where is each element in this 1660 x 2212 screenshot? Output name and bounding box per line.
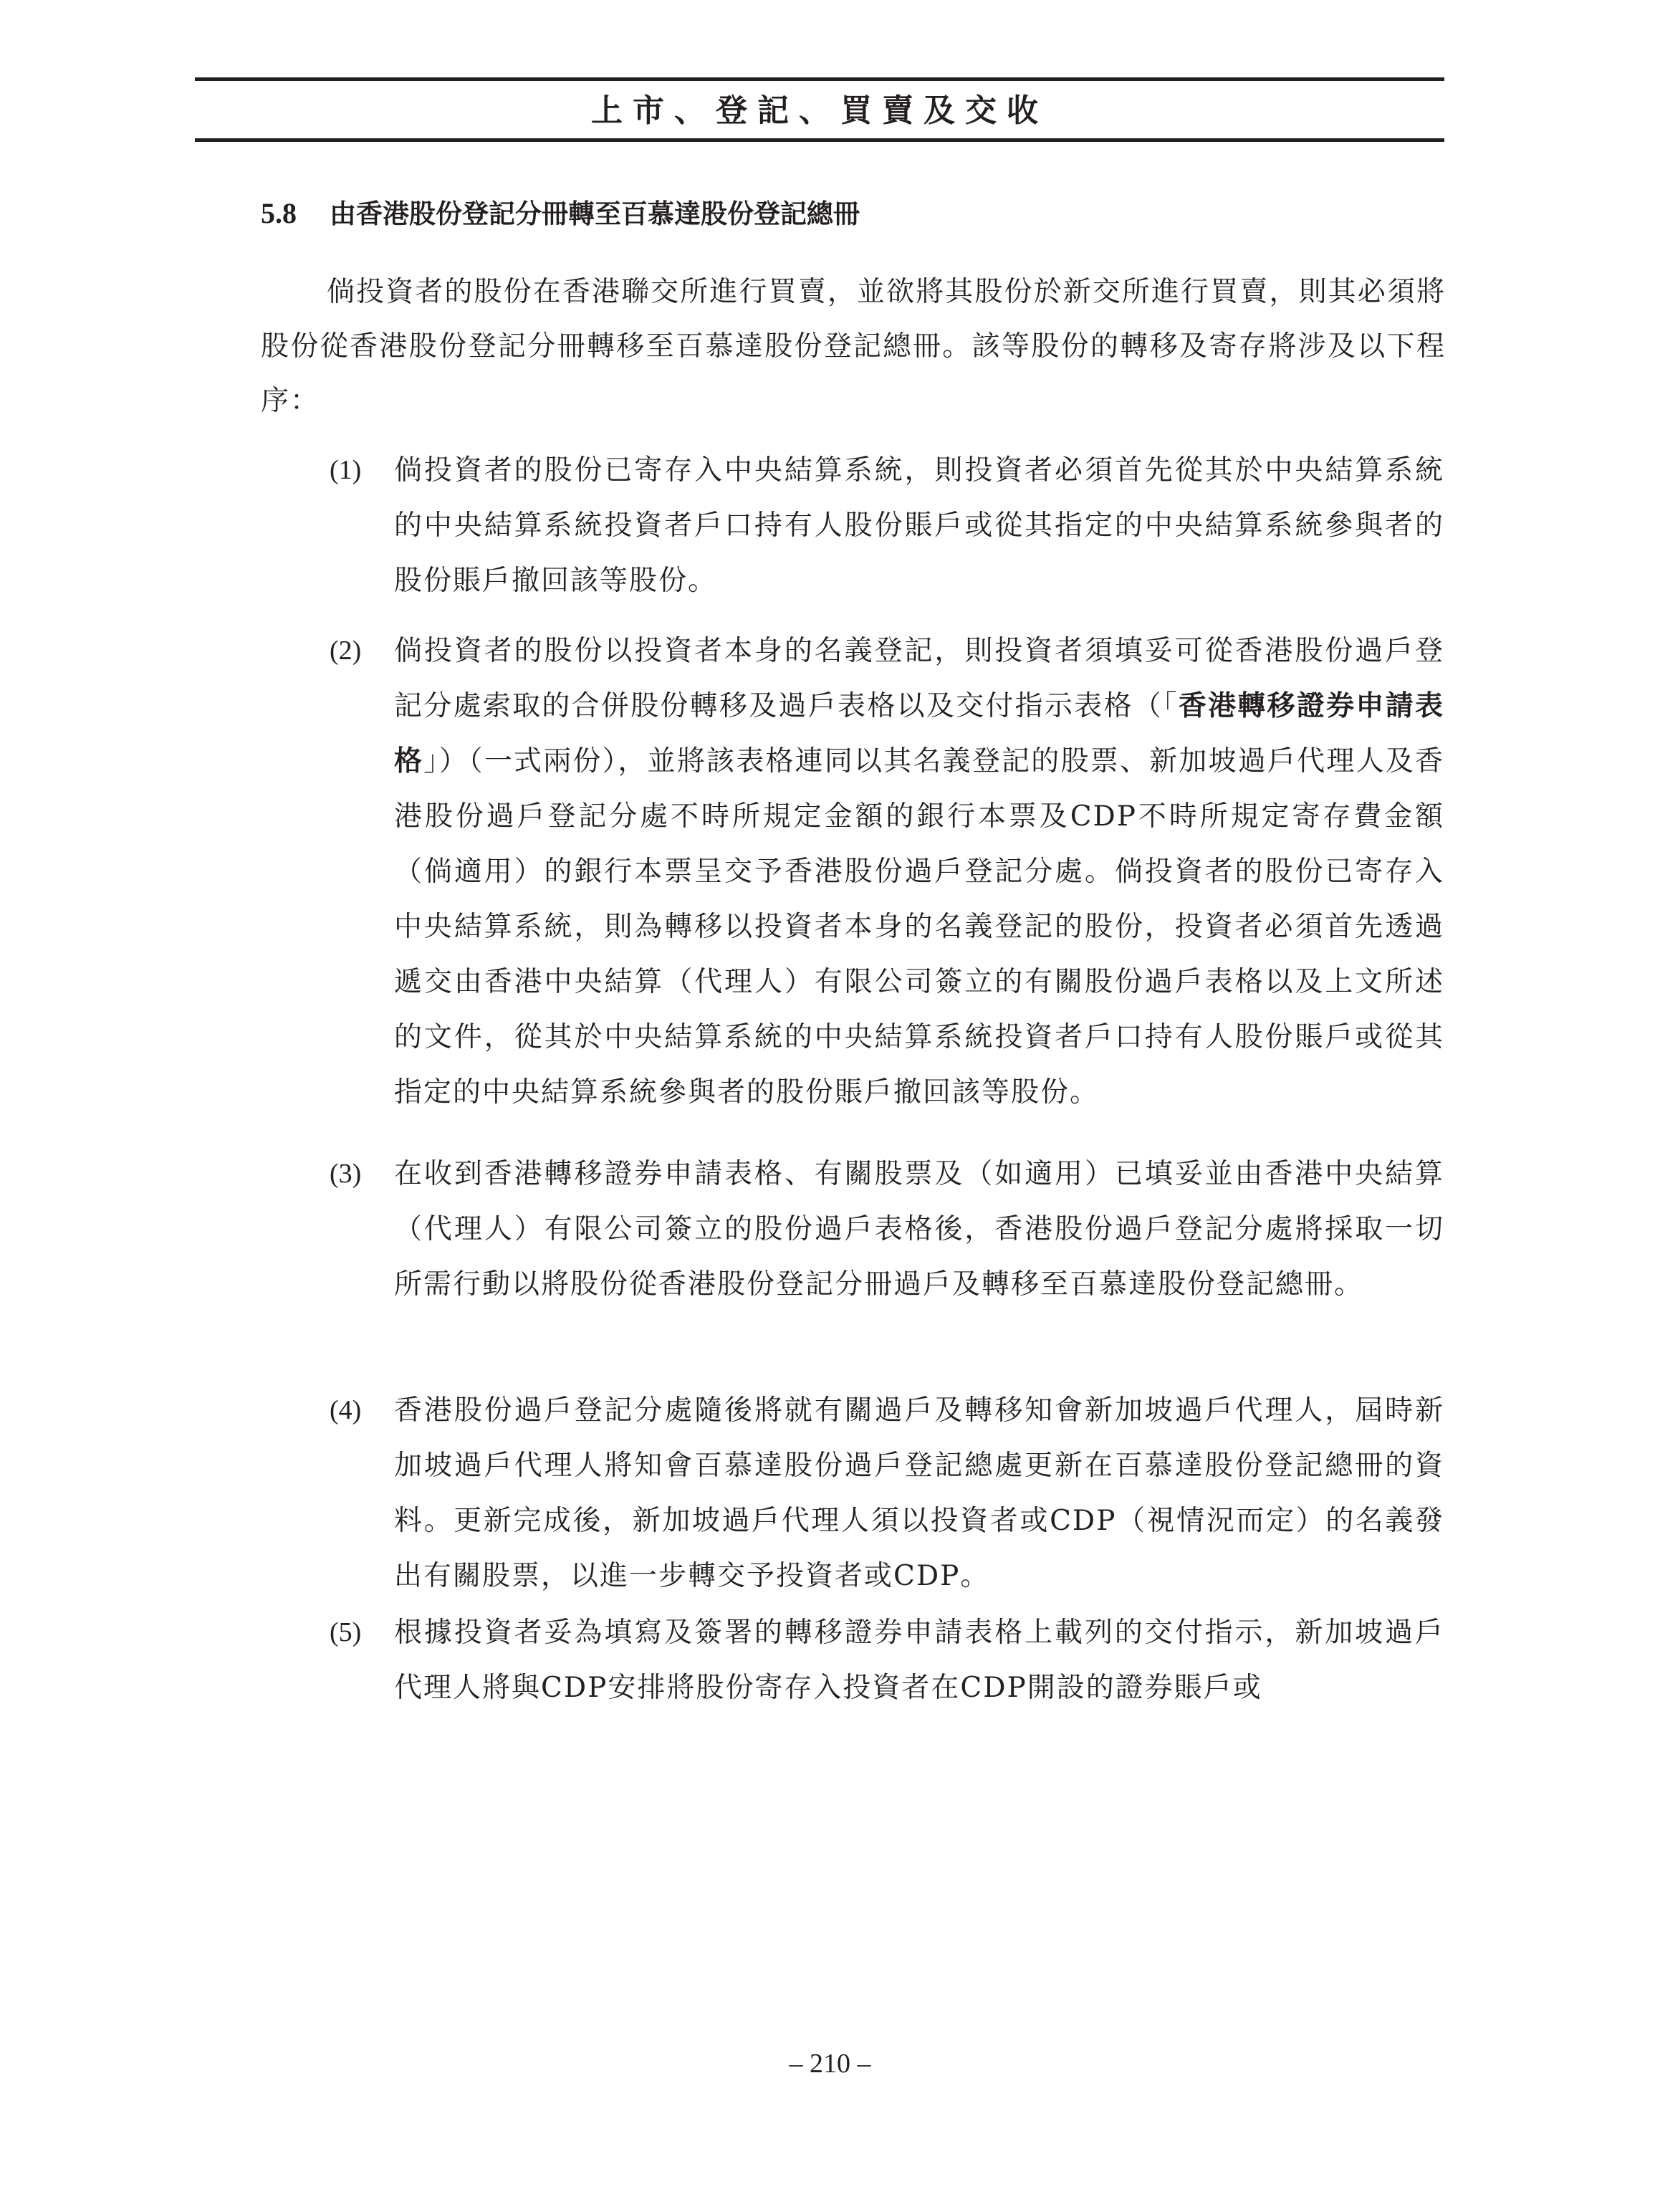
list-item-label: (1) — [330, 455, 362, 485]
list-item-label: (5) — [330, 1617, 362, 1647]
defined-term: 香港轉移證券申請表格 — [394, 690, 1444, 777]
list-item-text: 在收到香港轉移證券申請表格、有關股票及（如適用）已填妥並由香港中央結算（代理人）有限公司簽立的股份過戶表格後，香港股份過戶登記分處將採取一切所需行動以將股份從香港股份登記分冊過戶及轉移至百慕達股份登記總冊。 — [394, 1158, 1444, 1301]
list-item-label: (3) — [330, 1159, 362, 1189]
list-item-text-part: 」）（一式兩份），並將該表格連同以其名義登記的股票、新加坡過戶代理人及香港股份過戶登記分處不時所規定金額的銀行本票及CDP不時所規定寄存費金額（倘適用）的銀行本票呈交予香港股份過戶登記分處。倘投資者的股份已寄存入中央結算系統，則為轉移以投資者本身的名義登記的股份，投資者必須首先透過遞交由香港中央結算（代理人）有限公司簽立的有關股份過戶表格以及上文所述的文件，從其於中央結算系統的中央結算系統投資者戶口持有人股份賬戶或從其指定的中央結算系統參與者的股份賬戶撤回該等股份。 — [394, 745, 1444, 1109]
list-item-text: 根據投資者妥為填寫及簽署的轉移證券申請表格上載列的交付指示，新加坡過戶代理人將與CDP安排將股份寄存入投資者在CDP開設的證券賬戶或 — [394, 1617, 1444, 1704]
header-rule-bottom — [195, 138, 1444, 142]
page-header-title: 上市、登記、買賣及交收 — [591, 92, 1048, 129]
list-item-label: (4) — [330, 1395, 362, 1425]
page-number: – 210 – — [789, 2049, 871, 2079]
header-rule-top — [195, 77, 1444, 81]
list-item-label: (2) — [330, 636, 362, 666]
list-item-text: 香港股份過戶登記分處隨後將就有關過戶及轉移知會新加坡過戶代理人，屆時新加坡過戶代理人將知會百慕達股份過戶登記總處更新在百慕達股份登記總冊的資料。更新完成後，新加坡過戶代理人須以投資者或CDP（視情況而定）的名義發出有關股票，以進一步轉交予投資者或CDP。 — [394, 1394, 1444, 1592]
intro-paragraph: 倘投資者的股份在香港聯交所進行買賣，並欲將其股份於新交所進行買賣，則其必須將股份從香港股份登記分冊轉移至百慕達股份登記總冊。該等股份的轉移及寄存將涉及以下程序： — [261, 276, 1446, 417]
section-title: 由香港股份登記分冊轉至百慕達股份登記總冊 — [330, 198, 860, 229]
list-item-text: 倘投資者的股份已寄存入中央結算系統，則投資者必須首先從其於中央結算系統的中央結算系統投資者戶口持有人股份賬戶或從其指定的中央結算系統參與者的股份賬戶撤回該等股份。 — [394, 454, 1444, 597]
section-heading — [261, 192, 1436, 235]
list-item-text-part: 倘投資者的股份以投資者本身的名義登記，則投資者須填妥可從香港股份過戶登記分處索取的合併股份轉移及過戶表格以及交付指示表格（「 — [394, 635, 1444, 722]
section-number: 5.8 — [261, 197, 297, 229]
list-item-text — [394, 623, 1444, 1120]
